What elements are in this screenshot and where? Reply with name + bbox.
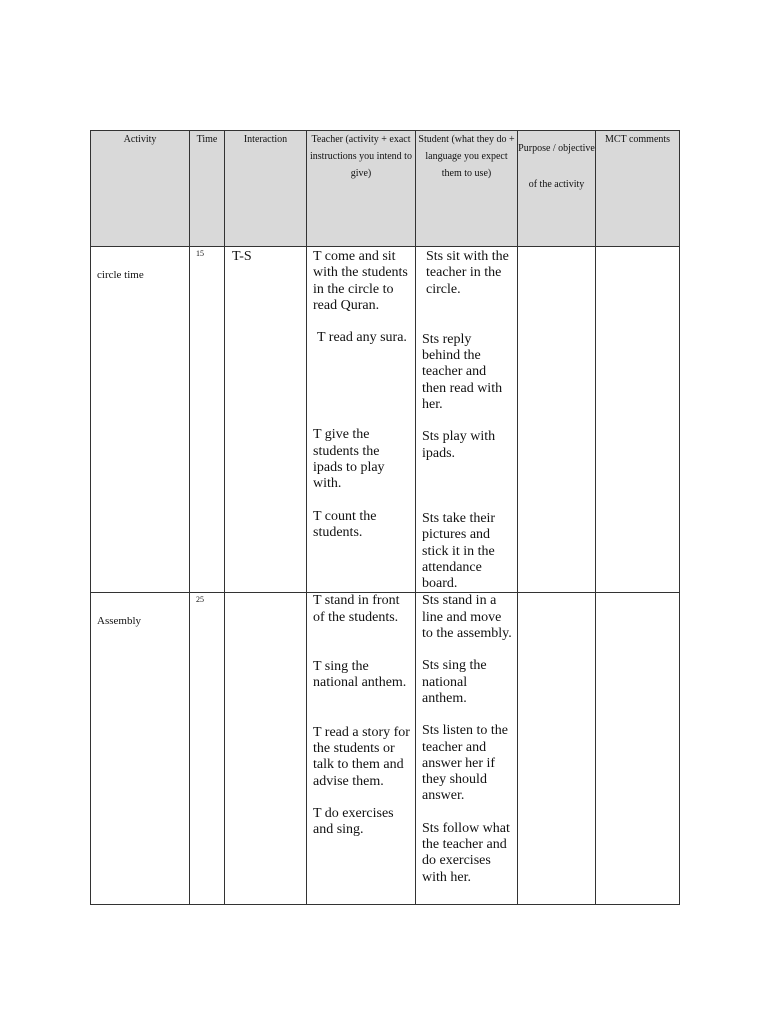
time-cell: 15 (190, 247, 225, 593)
table-row (91, 593, 680, 905)
mct-comments-cell (596, 593, 680, 905)
student-step: Sts take their pictures and stick it in the attendance board. (422, 510, 496, 592)
header-purpose: Purpose / objective of the activity (518, 131, 596, 247)
purpose-cell (518, 247, 596, 593)
teacher-step: T read a story for the students or talk to them and advise them. (313, 724, 410, 789)
lesson-plan-table (90, 130, 680, 905)
header-interaction: Interaction (225, 131, 307, 247)
student-cell (416, 593, 518, 905)
activity-cell: circle time (91, 247, 190, 593)
header-activity: Activity (91, 131, 190, 247)
header-row (91, 131, 680, 247)
header-mct-comments: MCT comments (596, 131, 680, 247)
teacher-step: T sing the national anthem. (313, 659, 407, 691)
time-cell: 25 (190, 593, 225, 905)
student-step: Sts follow what the teacher and do exercises with her. (422, 820, 510, 885)
purpose-cell (518, 593, 596, 905)
mct-comments-cell (596, 247, 680, 593)
header-teacher: Teacher (activity + exact instructions you intend to give) (307, 131, 416, 247)
header-student: Student (what they do + language you expect them to use) (416, 131, 518, 247)
header-time: Time (190, 131, 225, 247)
interaction-cell: T-S (225, 247, 307, 593)
teacher-cell (307, 593, 416, 905)
interaction-cell (225, 593, 307, 905)
teacher-step: T give the students the ipads to play with. (313, 427, 385, 492)
student-cell (416, 247, 518, 593)
student-step: Sts listen to the teacher and answer her if they should answer. (422, 723, 508, 804)
student-step: Sts play with ipads. (422, 429, 496, 461)
student-step: Sts stand in a line and move to the assembly. (422, 593, 512, 642)
teacher-step: T do exercises and sing. (313, 805, 394, 838)
student-step: Sts sing the national anthem. (422, 658, 487, 706)
teacher-cell (307, 247, 416, 593)
student-step: Sts reply behind the teacher and then read with her. (422, 331, 503, 413)
teacher-step: T come and sit with the students in the circle to read Quran. (313, 249, 408, 313)
table-row (91, 247, 680, 593)
teacher-step: T stand in front of the students. (313, 593, 400, 625)
teacher-step: T count the students. (313, 508, 377, 540)
teacher-step: T read any sura. (317, 330, 407, 346)
student-step: Sts sit with the teacher in the circle. (426, 249, 509, 297)
activity-cell: Assembly (91, 593, 190, 905)
